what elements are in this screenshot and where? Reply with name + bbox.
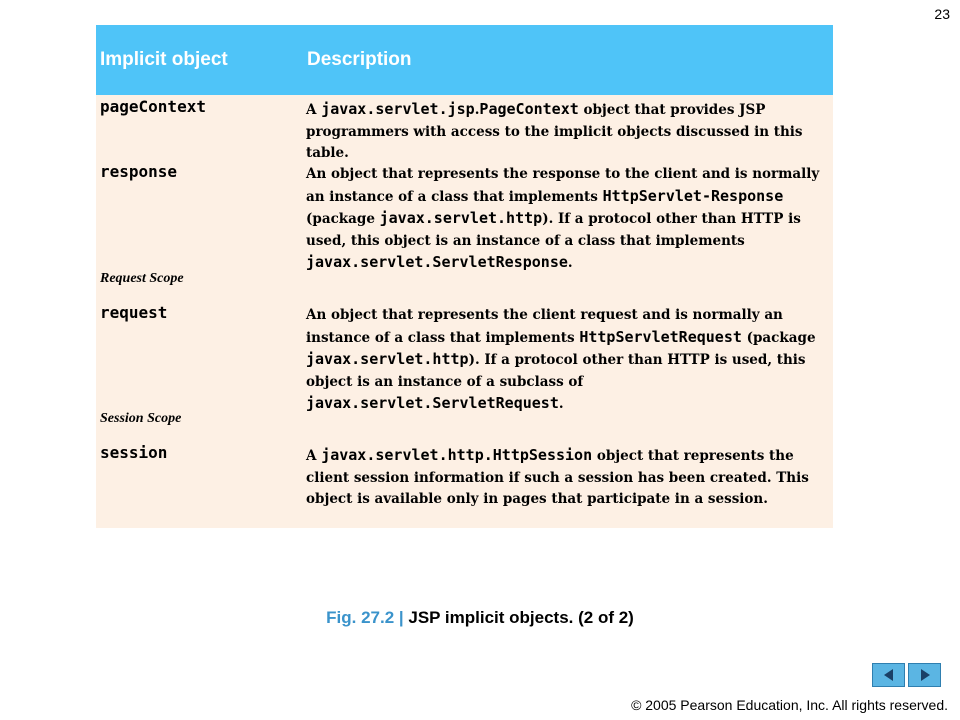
request-scope-label: Request Scope (100, 271, 184, 286)
caption-separator: | (394, 608, 409, 627)
object-description: A javax.servlet.http.HttpSession object that represents the client session information if such a session has been created. This object is available only in pages that participate in a session. (306, 446, 809, 507)
triangle-left-icon (881, 667, 897, 683)
header-implicit-object: Implicit object (100, 49, 228, 70)
triangle-right-icon (917, 667, 933, 683)
figure-number: Fig. 27.2 (326, 608, 395, 627)
header-description: Description (307, 49, 412, 70)
figure-caption (0, 608, 960, 628)
session-scope-label: Session Scope (100, 411, 182, 426)
page-number: 23 (934, 6, 950, 22)
object-description: An object that represents the response to the client and is normally an instance of a class that implements HttpServlet-Response (package javax.servlet.http). If a protocol other than HTTP is used, this object is an instance of a class that implements javax.servlet.ServletResponse. (306, 166, 820, 271)
object-name: session (100, 443, 168, 462)
object-name: pageContext (100, 97, 206, 116)
implicit-objects-table (96, 25, 833, 528)
object-description: An object that represents the client request and is normally an instance of a class that implements HttpServletRequest (package javax.servlet.http). If a protocol other than HTTP is used, this object is an instance of a subclass of javax.servlet.ServletRequest. (306, 307, 816, 412)
object-name: response (100, 162, 178, 181)
next-slide-button[interactable] (908, 663, 941, 687)
object-name: request (100, 303, 168, 322)
table-header (96, 25, 833, 95)
figure-title: JSP implicit objects. (2 of 2) (408, 608, 634, 627)
copyright-notice: © 2005 Pearson Education, Inc. All rights reserved. (631, 697, 948, 713)
previous-slide-button[interactable] (872, 663, 905, 687)
object-description: A javax.servlet.jsp.PageContext object that provides JSP programmers with access to the implicit objects discussed in this table. (306, 100, 803, 161)
slide-navigation (872, 663, 941, 687)
